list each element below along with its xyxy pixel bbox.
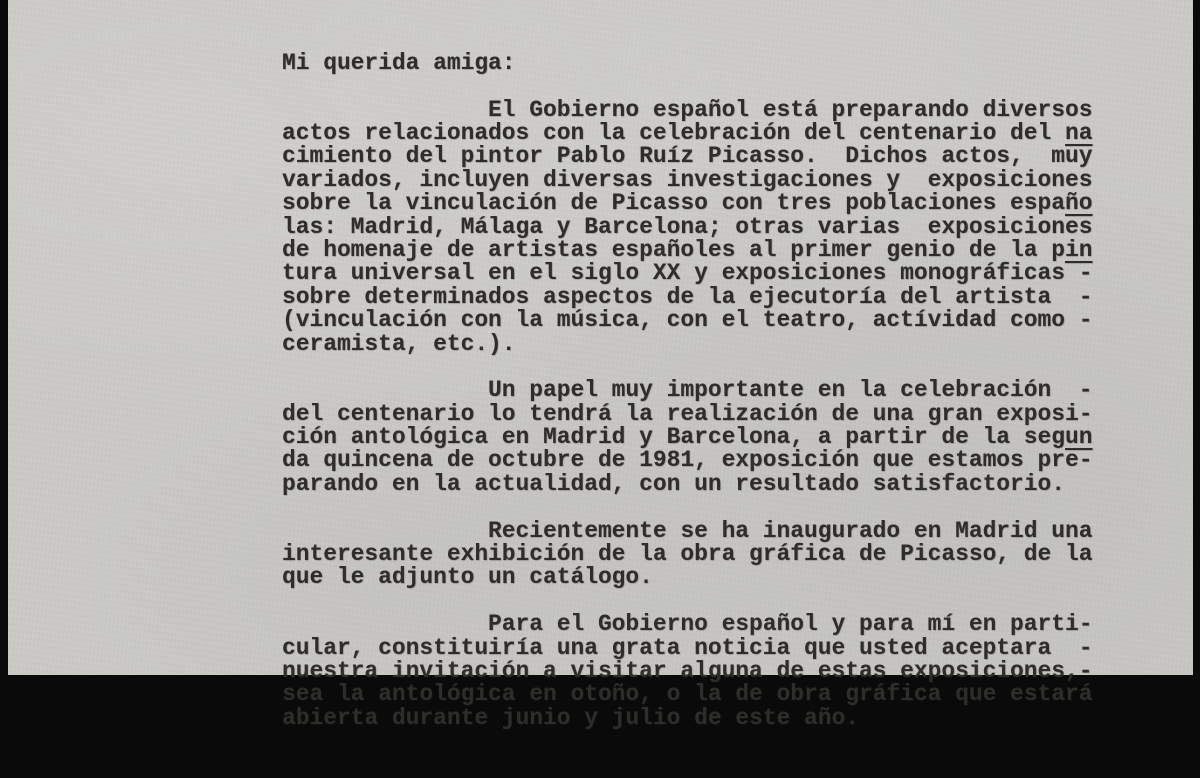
blank-line bbox=[282, 590, 1092, 613]
letter-line: del centenario lo tendrá la realización de una gran exposi- bbox=[282, 400, 1093, 427]
hyphenation-underline: in bbox=[1065, 236, 1093, 263]
letter-line: (vinculación con la música, con el teatro, actívidad como - bbox=[282, 307, 1093, 334]
letter-line: abierta durante junio y julio de este año. bbox=[282, 704, 859, 731]
letter-body bbox=[282, 5, 1092, 777]
letter-line: Recientemente se ha inaugurado en Madrid una bbox=[282, 517, 1093, 544]
line-text: ción antológica en Madrid y Barcelona, a partir de la seg bbox=[282, 424, 1065, 451]
letter-line: Un papel muy importante en la celebración - bbox=[282, 377, 1093, 404]
letter-line bbox=[282, 236, 1093, 263]
letter-line bbox=[282, 426, 1092, 449]
letter-line: sea la antológica en otoño, o la de obra gráfica que estará bbox=[282, 681, 1093, 708]
letter-line: sobre determinados aspectos de la ejecutoría del artista - bbox=[282, 283, 1093, 310]
scan-edge-left bbox=[0, 0, 8, 675]
letter-line: ceramista, etc.). bbox=[282, 330, 516, 357]
blank-line bbox=[282, 75, 1092, 98]
letter-line: parando en la actualidad, con un resultado satisfactorio. bbox=[282, 470, 1065, 497]
letter-line bbox=[282, 192, 1092, 215]
letter-lines bbox=[282, 49, 1093, 731]
hyphenation-underline: un bbox=[1065, 424, 1093, 451]
line-text: actos relacionados con la celebración del centenario del bbox=[282, 119, 1065, 146]
blank-line bbox=[282, 496, 1092, 519]
blank-line bbox=[282, 356, 1092, 379]
letter-line: cimiento del pintor Pablo Ruíz Picasso. Dichos actos, muy bbox=[282, 143, 1093, 170]
letter-line: Para el Gobierno español y para mí en parti- bbox=[282, 611, 1093, 638]
letter-line: variados, incluyen diversas investigaciones y exposiciones bbox=[282, 166, 1093, 193]
hyphenation-underline: na bbox=[1065, 119, 1093, 146]
line-text: sobre la vinculación de Picasso con tres poblaciones espa bbox=[282, 190, 1065, 217]
line-text: de homenaje de artistas españoles al primer genio de la p bbox=[282, 236, 1065, 263]
letter-line: El Gobierno español está preparando diversos bbox=[282, 96, 1093, 123]
hyphenation-underline: ño bbox=[1065, 190, 1093, 217]
scan-edge-right bbox=[1193, 0, 1200, 675]
letter-line bbox=[282, 119, 1093, 146]
letter-line: interesante exhibición de la obra gráfica de Picasso, de la bbox=[282, 541, 1093, 568]
letter-line: que le adjunto un catálogo. bbox=[282, 564, 653, 591]
letter-line: tura universal en el siglo XX y exposiciones monográficas - bbox=[282, 260, 1093, 287]
letter-line: nuestra invitación a visitar alguna de estas exposiciones,- bbox=[282, 657, 1093, 684]
letter-line: cular, constituiría una grata noticia que usted aceptara - bbox=[282, 634, 1093, 661]
letter-line: da quincena de octubre de 1981, exposición que estamos pre- bbox=[282, 447, 1093, 474]
letter-line: las: Madrid, Málaga y Barcelona; otras varias exposiciones bbox=[282, 213, 1093, 240]
greeting-line: Mi querida amiga: bbox=[282, 49, 516, 76]
